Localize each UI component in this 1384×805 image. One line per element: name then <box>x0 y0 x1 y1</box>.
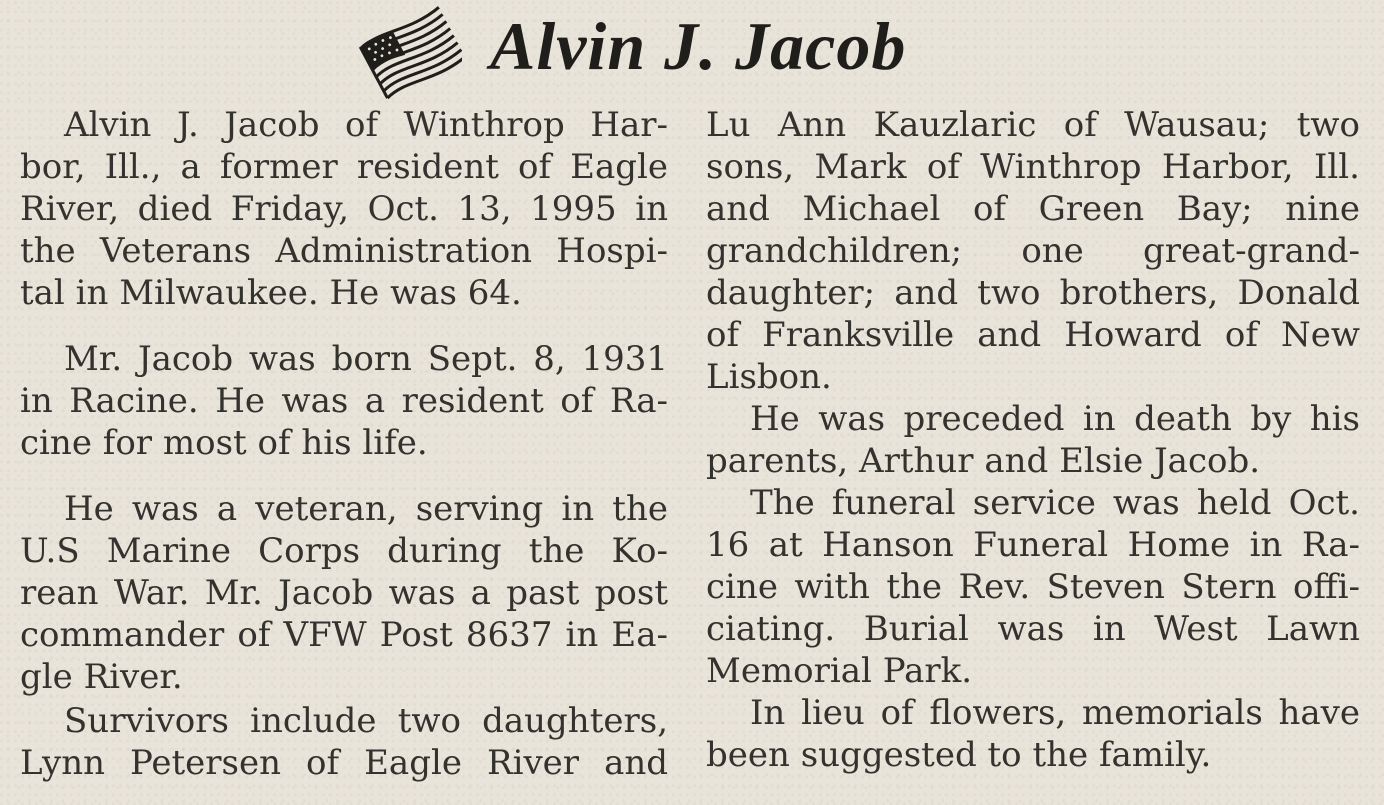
text-line: River, died Friday, Oct. 13, 1995 in <box>20 189 668 229</box>
text-line: sons, Mark of Winthrop Harbor, Ill. <box>706 147 1360 187</box>
right-column <box>706 104 1360 776</box>
text-line: Lisbon. <box>706 357 832 397</box>
american-flag-icon <box>358 2 462 100</box>
text-line: been suggested to the family. <box>706 735 1212 775</box>
paragraph-survivors <box>20 700 668 784</box>
text-line: and Michael of Green Bay; nine <box>706 189 1360 229</box>
text-line: commander of VFW Post 8637 in Ea- <box>20 615 668 655</box>
text-line: cine with the Rev. Steven Stern offi- <box>706 567 1360 607</box>
text-line: Alvin J. Jacob of Winthrop Har- <box>64 105 668 145</box>
text-line: U.S Marine Corps during the Ko- <box>20 531 668 571</box>
paragraph-memorials <box>706 692 1360 776</box>
text-line: of Franksville and Howard of New <box>706 315 1360 355</box>
paragraph-birth <box>20 338 668 464</box>
paragraph-death-notice <box>20 104 668 314</box>
text-line: grandchildren; one great-grand- <box>706 231 1360 271</box>
text-line: the Veterans Administration Hospi- <box>20 231 668 271</box>
text-line: daughter; and two brothers, Donald <box>706 273 1360 313</box>
text-line: bor, Ill., a former resident of Eagle <box>20 147 668 187</box>
text-line: rean War. Mr. Jacob was a past post <box>20 573 668 613</box>
text-line: Lynn Petersen of Eagle River and <box>20 743 668 783</box>
paragraph-survivors-continued <box>706 104 1360 398</box>
text-line: 16 at Hanson Funeral Home in Ra- <box>706 525 1360 565</box>
text-line: Mr. Jacob was born Sept. 8, 1931 <box>64 339 668 379</box>
left-column <box>20 104 668 784</box>
text-line: gle River. <box>20 657 183 697</box>
text-line: cine for most of his life. <box>20 423 428 463</box>
text-line: Memorial Park. <box>706 651 973 691</box>
text-line: The funeral service was held Oct. <box>750 483 1360 523</box>
text-line: Lu Ann Kauzlaric of Wausau; two <box>706 105 1360 145</box>
obituary-title: Alvin J. Jacob <box>490 8 907 84</box>
text-line: Survivors include two daughters, <box>64 701 668 741</box>
text-line: tal in Milwaukee. He was 64. <box>20 273 522 313</box>
obituary-header <box>0 0 1384 100</box>
text-line: parents, Arthur and Elsie Jacob. <box>706 441 1261 481</box>
text-line: in Racine. He was a resident of Ra- <box>20 381 668 421</box>
text-line: He was a veteran, serving in the <box>64 489 668 529</box>
text-line: In lieu of flowers, memorials have <box>750 693 1360 733</box>
paragraph-military-service <box>20 488 668 698</box>
text-line: ciating. Burial was in West Lawn <box>706 609 1360 649</box>
paragraph-preceded-in-death <box>706 398 1360 482</box>
text-line: He was preceded in death by his <box>750 399 1360 439</box>
paragraph-funeral-service <box>706 482 1360 692</box>
